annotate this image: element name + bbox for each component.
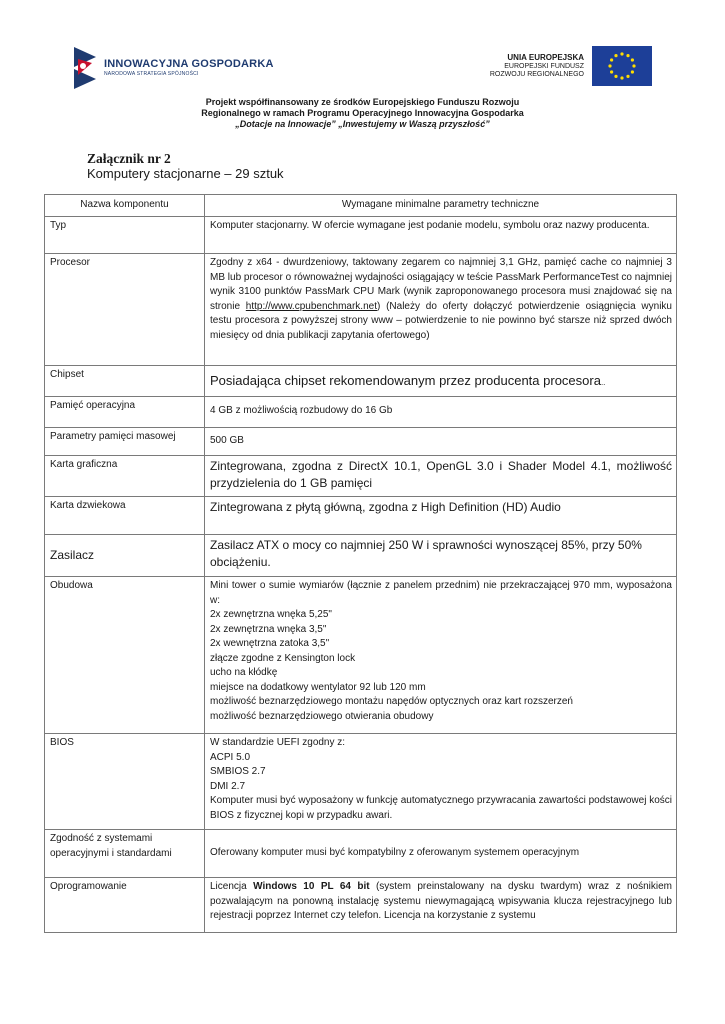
label-oprogramowanie: Oprogramowanie (45, 878, 205, 933)
eu-flag-icon (592, 46, 652, 86)
label-procesor: Procesor (45, 254, 205, 366)
cpubenchmark-link[interactable]: http://www.cpubenchmark.net (245, 300, 377, 312)
annex-title: Załącznik nr 2 (87, 151, 171, 166)
row-dzwiekowa (45, 497, 677, 535)
value-procesor (205, 254, 677, 366)
row-masowa (45, 428, 677, 456)
obudowa-item: możliwość beznarzędziowego otwierania obudowy (210, 710, 434, 722)
row-zasilacz (45, 535, 677, 577)
obudowa-intro: Mini tower o sumie wymiarów (łącznie z panelem przednim) nie przekraczającej 970 mm, wyposażona w: (210, 580, 672, 606)
label-graficzna: Karta graficzna (45, 456, 205, 497)
project-line-2: Regionalnego w ramach Programu Operacyjnego Innowacyjna Gospodarka (201, 108, 524, 118)
label-zasilacz: Zasilacz (45, 535, 205, 577)
label-zgodnosc: Zgodność z systemami operacyjnymi i standardami (45, 830, 205, 878)
label-pamiec: Pamięć operacyjna (45, 397, 205, 428)
header-parameters: Wymagane minimalne parametry techniczne (205, 195, 677, 217)
value-zgodnosc: Oferowany komputer musi być kompatybilny z oferowanym systemem operacyjnym (205, 830, 677, 878)
project-line-1: Projekt współfinansowany ze środków Europejskiego Funduszu Rozwoju (205, 97, 520, 107)
oprog-text-2: (system preinstalowany na dysku twardym) wraz z nośnikiem pozwalającym na ponowną instalację systemu niewymagającą wpisywania klucza rejestracyjnego lub rejestracji poprzez Internet czy telefon. Licencja na korzystanie z systemu (210, 881, 672, 921)
obudowa-item: 2x zewnętrzna wnęka 3,5" (210, 623, 327, 635)
header-component: Nazwa komponentu (45, 195, 205, 217)
obudowa-item: możliwość beznarzędziowego montażu napędów optycznych oraz kart rozszerzeń (210, 696, 573, 707)
bios-intro: W standardzie UEFI zgodny z: (210, 737, 346, 748)
row-bios (45, 734, 677, 830)
oprog-os-name: Windows 10 PL 64 bit (253, 881, 370, 892)
procesor-text-1: Zgodny z x64 - dwurdzeniowy, taktowany zegarem co najmniej 3,1 GHz, pamięć cache co najmniej 3 MB lub procesor o równoważnej wydajności osiągający w teście PassMark PerformanceTest co najmniej wynik 3100 punktów PassMark CPU Mark (wynik zaproponowanego procesora musi znajdować się na stronie (210, 257, 672, 312)
value-bios (205, 734, 677, 830)
eu-logo-line3: ROZWOJU REGIONALNEGO (489, 70, 584, 78)
oprog-text-1: Licencja (210, 881, 254, 892)
row-oprogramowanie (45, 878, 677, 933)
ig-emblem-icon (72, 45, 98, 91)
label-chipset: Chipset (45, 366, 205, 397)
innowacyjna-gospodarka-logo (72, 44, 274, 92)
row-graficzna (45, 456, 677, 497)
value-oprogramowanie (205, 878, 677, 933)
value-typ: Komputer stacjonarny. W ofercie wymagane jest podanie modelu, symbolu oraz nazwy producenta. (205, 217, 677, 254)
ig-logo-title: INNOWACYJNA GOSPODARKA (104, 58, 274, 70)
row-procesor (45, 254, 677, 366)
bios-note: Komputer musi być wyposażony w funkcję automatycznego przywracania zawartości podstawowej kości BIOS z fizycznej kopi w przypadku awari. (210, 795, 672, 821)
value-chipset (205, 366, 677, 397)
value-obudowa (205, 577, 677, 734)
row-pamiec (45, 397, 677, 428)
project-funding-note (0, 97, 725, 130)
row-chipset (45, 366, 677, 397)
row-obudowa (45, 577, 677, 734)
value-dzwiekowa: Zintegrowana z płytą główną, zgodna z High Definition (HD) Audio (205, 497, 677, 535)
project-line-3: „Dotacje na Innowacje” „Inwestujemy w Waszą przyszłość” (235, 119, 490, 129)
obudowa-item: miejsce na dodatkowy wentylator 92 lub 120 mm (210, 681, 426, 693)
table-header-row (45, 195, 677, 217)
label-bios: BIOS (45, 734, 205, 830)
ig-logo-subtitle: NARODOWA STRATEGIA SPÓJNOŚCI (104, 71, 199, 77)
row-typ (45, 217, 677, 254)
value-graficzna: Zintegrowana, zgodna z DirectX 10.1, OpenGL 3.0 i Shader Model 4.1, możliwość przydzielenia do 1 GB pamięci (205, 456, 677, 497)
bios-item: DMI 2.7 (210, 780, 246, 792)
eu-logo-line2: EUROPEJSKI FUNDUSZ (504, 62, 584, 70)
obudowa-item: ucho na kłódkę (210, 667, 278, 678)
chipset-dots: .. (600, 378, 606, 387)
document-subtitle: Komputery stacjonarne – 29 sztuk (87, 166, 284, 181)
row-zgodnosc (45, 830, 677, 878)
spec-table (44, 194, 677, 933)
eu-logo (490, 45, 652, 87)
value-zasilacz: Zasilacz ATX o mocy co najmniej 250 W i sprawności wynoszącej 85%, przy 50% obciążeniu. (205, 535, 677, 577)
value-masowa: 500 GB (205, 428, 677, 456)
bios-item: SMBIOS 2.7 (210, 766, 266, 777)
obudowa-item: złącze zgodne z Kensington lock (210, 652, 356, 664)
label-typ: Typ (45, 217, 205, 254)
obudowa-item: 2x wewnętrzna zatoka 3,5" (210, 638, 330, 649)
label-masowa: Parametry pamięci masowej (45, 428, 205, 456)
value-pamiec: 4 GB z możliwością rozbudowy do 16 Gb (205, 397, 677, 428)
chipset-text: Posiadająca chipset rekomendowanym przez producenta procesora (210, 373, 601, 388)
obudowa-item: 2x zewnętrzna wnęka 5,25" (210, 609, 332, 620)
eu-logo-line1: UNIA EUROPEJSKA (507, 53, 584, 63)
label-dzwiekowa: Karta dzwiekowa (45, 497, 205, 535)
procesor-text-2: ) (Należy do oferty dołączyć potwierdzenie osiągnięcia wyniku testu procesora z powyższej strony www – potwierdzenie to nie powinno być starsze niż sprzed dwóch miesięcy od dnia publikacji zapytania ofertowego) (210, 300, 672, 341)
label-obudowa: Obudowa (45, 577, 205, 734)
bios-item: ACPI 5.0 (210, 751, 251, 763)
